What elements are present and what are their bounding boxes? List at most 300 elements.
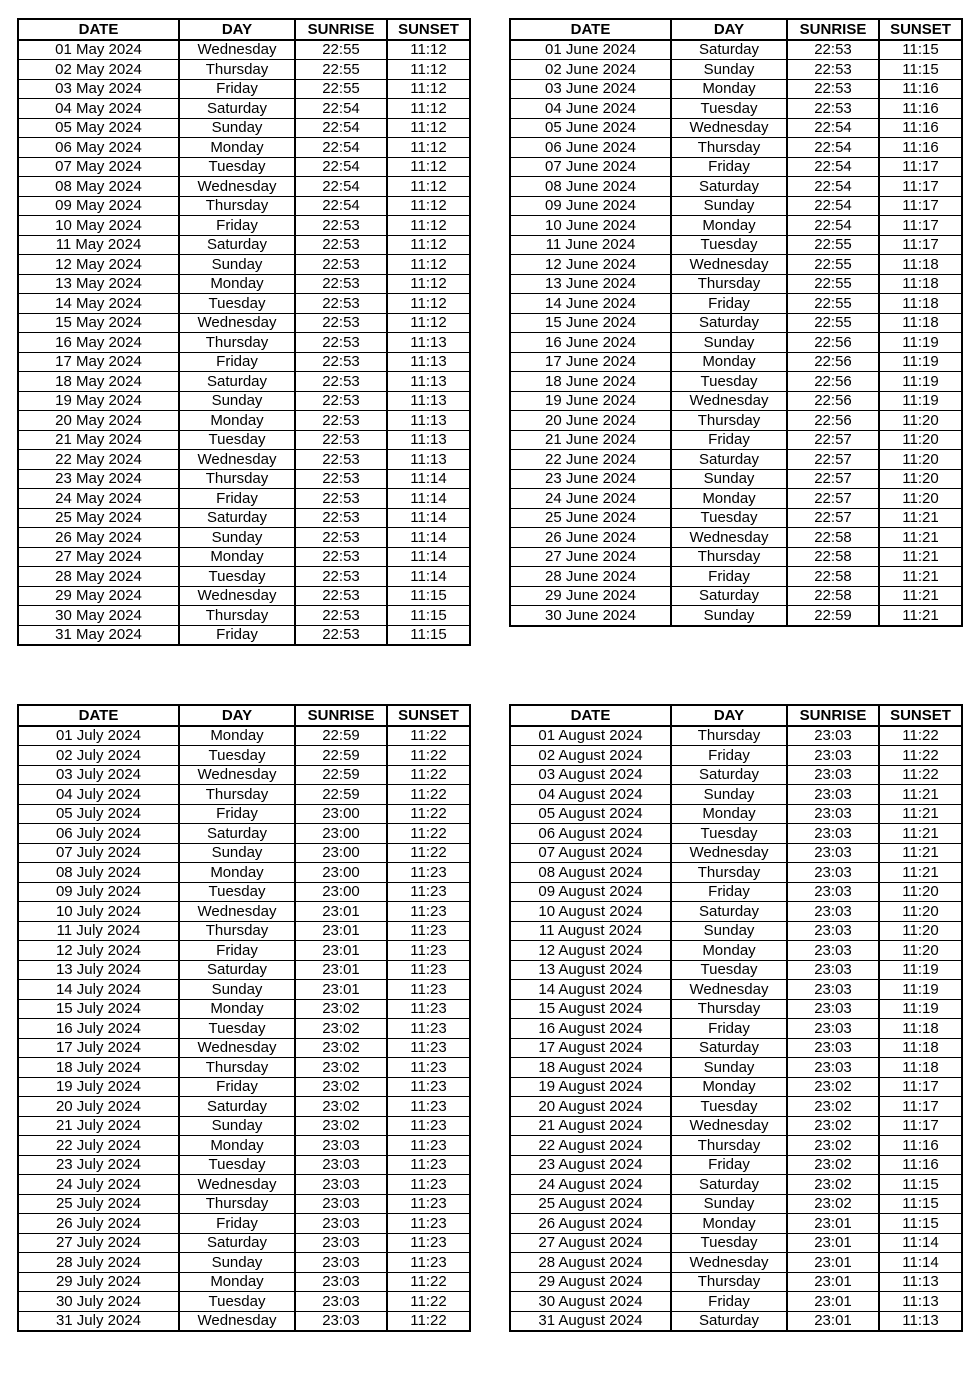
- header-day: DAY: [671, 19, 787, 40]
- sunrise-cell: 22:57: [787, 489, 879, 509]
- sunrise-cell: 22:58: [787, 586, 879, 606]
- day-cell: Thursday: [671, 411, 787, 431]
- sunset-cell: 11:23: [387, 941, 470, 961]
- day-cell: Tuesday: [671, 508, 787, 528]
- day-cell: Thursday: [179, 1194, 295, 1214]
- date-cell: 20 May 2024: [18, 411, 179, 431]
- date-cell: 20 August 2024: [510, 1097, 671, 1117]
- table-row: [510, 99, 962, 119]
- day-cell: Saturday: [671, 1175, 787, 1195]
- date-cell: 13 June 2024: [510, 274, 671, 294]
- sunrise-cell: 22:55: [787, 255, 879, 275]
- day-cell: Wednesday: [671, 528, 787, 548]
- sunset-cell: 11:17: [879, 157, 962, 177]
- sunrise-cell: 23:03: [295, 1214, 387, 1234]
- table-row: [510, 1175, 962, 1195]
- date-cell: 05 May 2024: [18, 118, 179, 138]
- table-row: [18, 99, 470, 119]
- header-row: [18, 19, 470, 40]
- date-cell: 02 August 2024: [510, 746, 671, 766]
- sunrise-cell: 22:53: [295, 391, 387, 411]
- date-cell: 24 June 2024: [510, 489, 671, 509]
- sunrise-cell: 22:57: [787, 430, 879, 450]
- date-cell: 19 August 2024: [510, 1077, 671, 1097]
- date-cell: 11 August 2024: [510, 921, 671, 941]
- day-cell: Thursday: [671, 863, 787, 883]
- date-cell: 22 June 2024: [510, 450, 671, 470]
- day-cell: Saturday: [179, 235, 295, 255]
- day-cell: Thursday: [671, 1136, 787, 1156]
- header-day: DAY: [179, 19, 295, 40]
- sunrise-cell: 23:03: [295, 1292, 387, 1312]
- day-cell: Monday: [671, 1077, 787, 1097]
- table-row: [510, 1214, 962, 1234]
- sunrise-cell: 22:53: [295, 411, 387, 431]
- day-cell: Wednesday: [179, 1311, 295, 1331]
- sunrise-cell: 23:03: [295, 1233, 387, 1253]
- header-date: DATE: [510, 705, 671, 726]
- date-cell: 09 June 2024: [510, 196, 671, 216]
- sunset-cell: 11:18: [879, 1038, 962, 1058]
- table-row: [510, 1058, 962, 1078]
- table-row: [510, 313, 962, 333]
- sunset-cell: 11:23: [387, 980, 470, 1000]
- table-row: [18, 882, 470, 902]
- table-row: [510, 1038, 962, 1058]
- date-cell: 25 July 2024: [18, 1194, 179, 1214]
- sunrise-cell: 22:53: [295, 508, 387, 528]
- sunrise-cell: 23:02: [295, 1019, 387, 1039]
- sunrise-cell: 23:00: [295, 824, 387, 844]
- day-cell: Friday: [179, 941, 295, 961]
- sunset-cell: 11:20: [879, 941, 962, 961]
- date-cell: 04 June 2024: [510, 99, 671, 119]
- date-cell: 28 August 2024: [510, 1253, 671, 1273]
- date-cell: 18 August 2024: [510, 1058, 671, 1078]
- sunset-cell: 11:22: [387, 746, 470, 766]
- sunrise-cell: 22:56: [787, 372, 879, 392]
- sunset-cell: 11:12: [387, 118, 470, 138]
- sunset-cell: 11:17: [879, 177, 962, 197]
- sunrise-cell: 23:03: [787, 1058, 879, 1078]
- sunset-cell: 11:14: [387, 489, 470, 509]
- day-cell: Tuesday: [671, 99, 787, 119]
- table-row: [18, 489, 470, 509]
- day-cell: Tuesday: [179, 157, 295, 177]
- sunset-cell: 11:12: [387, 79, 470, 99]
- sunrise-cell: 23:03: [787, 960, 879, 980]
- sunrise-cell: 23:03: [787, 941, 879, 961]
- day-cell: Saturday: [671, 177, 787, 197]
- date-cell: 31 May 2024: [18, 625, 179, 645]
- sunrise-cell: 22:58: [787, 567, 879, 587]
- table-row: [18, 60, 470, 80]
- sunrise-cell: 23:01: [787, 1311, 879, 1331]
- sunset-cell: 11:22: [387, 843, 470, 863]
- table-row: [510, 960, 962, 980]
- table-row: [510, 118, 962, 138]
- day-cell: Sunday: [179, 843, 295, 863]
- day-cell: Sunday: [671, 785, 787, 805]
- sunset-cell: 11:18: [879, 274, 962, 294]
- date-cell: 28 July 2024: [18, 1253, 179, 1273]
- table-row: [18, 118, 470, 138]
- date-cell: 13 May 2024: [18, 274, 179, 294]
- sunrise-cell: 23:03: [295, 1175, 387, 1195]
- sunset-cell: 11:18: [879, 313, 962, 333]
- date-cell: 04 July 2024: [18, 785, 179, 805]
- sunset-cell: 11:16: [879, 79, 962, 99]
- date-cell: 29 June 2024: [510, 586, 671, 606]
- day-cell: Tuesday: [179, 567, 295, 587]
- day-cell: Wednesday: [179, 765, 295, 785]
- table-row: [510, 352, 962, 372]
- table-row: [510, 567, 962, 587]
- date-cell: 15 July 2024: [18, 999, 179, 1019]
- sunset-cell: 11:22: [387, 726, 470, 746]
- sunset-cell: 11:19: [879, 980, 962, 1000]
- header-day: DAY: [179, 705, 295, 726]
- table-row: [18, 1038, 470, 1058]
- sunrise-cell: 22:57: [787, 508, 879, 528]
- day-cell: Saturday: [179, 99, 295, 119]
- sunset-cell: 11:20: [879, 450, 962, 470]
- sunset-cell: 11:14: [387, 547, 470, 567]
- table-row: [18, 216, 470, 236]
- table-row: [18, 547, 470, 567]
- table-row: [18, 294, 470, 314]
- sunrise-cell: 22:53: [295, 372, 387, 392]
- date-cell: 01 August 2024: [510, 726, 671, 746]
- sunrise-cell: 23:03: [295, 1136, 387, 1156]
- sunset-cell: 11:15: [387, 586, 470, 606]
- header-sunrise: SUNRISE: [295, 19, 387, 40]
- day-cell: Thursday: [671, 726, 787, 746]
- day-cell: Monday: [671, 941, 787, 961]
- sunset-cell: 11:15: [387, 606, 470, 626]
- day-cell: Sunday: [671, 333, 787, 353]
- sunrise-cell: 22:54: [295, 138, 387, 158]
- table-row: [18, 567, 470, 587]
- date-cell: 25 May 2024: [18, 508, 179, 528]
- day-cell: Friday: [179, 1077, 295, 1097]
- sunset-cell: 11:18: [879, 294, 962, 314]
- sunrise-cell: 23:01: [787, 1253, 879, 1273]
- sunset-cell: 11:23: [387, 863, 470, 883]
- date-cell: 18 June 2024: [510, 372, 671, 392]
- sunset-cell: 11:19: [879, 999, 962, 1019]
- date-cell: 11 May 2024: [18, 235, 179, 255]
- date-cell: 28 May 2024: [18, 567, 179, 587]
- table-row: [510, 508, 962, 528]
- table-row: [18, 1272, 470, 1292]
- sunset-cell: 11:13: [387, 430, 470, 450]
- date-cell: 22 July 2024: [18, 1136, 179, 1156]
- date-cell: 10 May 2024: [18, 216, 179, 236]
- table-row: [18, 1019, 470, 1039]
- sunset-cell: 11:12: [387, 235, 470, 255]
- sunrise-cell: 23:01: [295, 941, 387, 961]
- sunset-cell: 11:20: [879, 921, 962, 941]
- table-row: [510, 1077, 962, 1097]
- sunset-cell: 11:15: [879, 1214, 962, 1234]
- table-row: [18, 785, 470, 805]
- day-cell: Friday: [671, 294, 787, 314]
- date-cell: 19 June 2024: [510, 391, 671, 411]
- sunrise-cell: 22:53: [295, 333, 387, 353]
- day-cell: Friday: [179, 625, 295, 645]
- date-cell: 22 August 2024: [510, 1136, 671, 1156]
- sunset-cell: 11:14: [387, 508, 470, 528]
- sunset-cell: 11:23: [387, 902, 470, 922]
- sunrise-cell: 23:03: [787, 863, 879, 883]
- day-cell: Thursday: [671, 138, 787, 158]
- day-cell: Monday: [179, 1272, 295, 1292]
- table-row: [510, 430, 962, 450]
- sunrise-cell: 23:00: [295, 882, 387, 902]
- sunrise-cell: 22:59: [295, 785, 387, 805]
- sunset-cell: 11:12: [387, 294, 470, 314]
- table-row: [510, 60, 962, 80]
- day-cell: Monday: [671, 489, 787, 509]
- sunrise-cell: 22:54: [295, 118, 387, 138]
- sunset-cell: 11:13: [387, 352, 470, 372]
- day-cell: Friday: [179, 352, 295, 372]
- header-date: DATE: [510, 19, 671, 40]
- table-row: [510, 528, 962, 548]
- sunset-cell: 11:12: [387, 157, 470, 177]
- sunset-cell: 11:14: [387, 528, 470, 548]
- day-cell: Tuesday: [671, 960, 787, 980]
- table-row: [510, 372, 962, 392]
- sunrise-cell: 23:03: [295, 1311, 387, 1331]
- table-row: [510, 1019, 962, 1039]
- sunset-cell: 11:17: [879, 1116, 962, 1136]
- day-cell: Tuesday: [671, 1097, 787, 1117]
- sunrise-cell: 23:00: [295, 843, 387, 863]
- day-cell: Saturday: [671, 40, 787, 60]
- table-row: [18, 177, 470, 197]
- sunset-cell: 11:13: [387, 391, 470, 411]
- sunset-cell: 11:12: [387, 99, 470, 119]
- day-cell: Sunday: [179, 528, 295, 548]
- sunset-cell: 11:13: [387, 372, 470, 392]
- sunset-cell: 11:23: [387, 1116, 470, 1136]
- sunrise-cell: 23:03: [787, 902, 879, 922]
- sunset-cell: 11:22: [387, 765, 470, 785]
- sunset-cell: 11:17: [879, 1097, 962, 1117]
- date-cell: 03 June 2024: [510, 79, 671, 99]
- table-row: [18, 333, 470, 353]
- sunset-cell: 11:15: [879, 40, 962, 60]
- day-cell: Friday: [671, 1292, 787, 1312]
- day-cell: Friday: [671, 157, 787, 177]
- day-cell: Sunday: [179, 1116, 295, 1136]
- sunrise-cell: 22:53: [295, 216, 387, 236]
- date-cell: 02 July 2024: [18, 746, 179, 766]
- date-cell: 24 May 2024: [18, 489, 179, 509]
- sunset-cell: 11:12: [387, 177, 470, 197]
- table-row: [18, 902, 470, 922]
- sunset-cell: 11:20: [879, 882, 962, 902]
- table-row: [18, 1292, 470, 1312]
- sunrise-cell: 22:54: [787, 196, 879, 216]
- sunset-cell: 11:21: [879, 824, 962, 844]
- day-cell: Tuesday: [179, 1019, 295, 1039]
- date-cell: 12 August 2024: [510, 941, 671, 961]
- sunset-cell: 11:15: [387, 625, 470, 645]
- sunrise-cell: 22:57: [787, 450, 879, 470]
- day-cell: Thursday: [179, 60, 295, 80]
- sunrise-cell: 22:53: [295, 606, 387, 626]
- date-cell: 13 July 2024: [18, 960, 179, 980]
- date-cell: 06 May 2024: [18, 138, 179, 158]
- sunset-cell: 11:15: [879, 1175, 962, 1195]
- sunrise-cell: 23:01: [295, 960, 387, 980]
- date-cell: 13 August 2024: [510, 960, 671, 980]
- sunrise-cell: 22:55: [295, 60, 387, 80]
- sunrise-cell: 23:03: [295, 1155, 387, 1175]
- day-cell: Saturday: [671, 902, 787, 922]
- sunset-cell: 11:18: [879, 1019, 962, 1039]
- sunrise-cell: 22:55: [787, 274, 879, 294]
- sunset-cell: 11:23: [387, 999, 470, 1019]
- sunset-cell: 11:12: [387, 255, 470, 275]
- table-row: [510, 255, 962, 275]
- day-cell: Saturday: [179, 1097, 295, 1117]
- sunset-cell: 11:17: [879, 1077, 962, 1097]
- sunrise-cell: 23:03: [787, 1019, 879, 1039]
- sunrise-cell: 22:59: [295, 746, 387, 766]
- sunrise-cell: 22:53: [295, 586, 387, 606]
- day-cell: Saturday: [671, 450, 787, 470]
- table-row: [510, 1253, 962, 1273]
- sunrise-cell: 23:03: [787, 726, 879, 746]
- sunset-cell: 11:20: [879, 411, 962, 431]
- sunset-cell: 11:12: [387, 274, 470, 294]
- header-sunset: SUNSET: [387, 705, 470, 726]
- sunrise-cell: 23:01: [295, 980, 387, 1000]
- sunset-cell: 11:23: [387, 882, 470, 902]
- sunset-cell: 11:19: [879, 391, 962, 411]
- sunset-cell: 11:21: [879, 804, 962, 824]
- day-cell: Saturday: [179, 508, 295, 528]
- sunset-cell: 11:17: [879, 235, 962, 255]
- table-row: [510, 902, 962, 922]
- date-cell: 06 July 2024: [18, 824, 179, 844]
- sunset-cell: 11:21: [879, 606, 962, 626]
- day-cell: Wednesday: [179, 177, 295, 197]
- day-cell: Thursday: [179, 1058, 295, 1078]
- table-row: [18, 625, 470, 645]
- day-cell: Wednesday: [179, 1038, 295, 1058]
- day-cell: Wednesday: [179, 40, 295, 60]
- sunset-cell: 11:13: [879, 1272, 962, 1292]
- header-row: [510, 705, 962, 726]
- table-row: [18, 606, 470, 626]
- sunrise-cell: 23:03: [787, 921, 879, 941]
- sunrise-cell: 23:02: [787, 1097, 879, 1117]
- sunrise-cell: 23:03: [787, 882, 879, 902]
- table-row: [18, 391, 470, 411]
- table-row: [18, 450, 470, 470]
- date-cell: 07 August 2024: [510, 843, 671, 863]
- sunrise-cell: 22:53: [295, 547, 387, 567]
- date-cell: 23 July 2024: [18, 1155, 179, 1175]
- table-row: [510, 138, 962, 158]
- day-cell: Saturday: [671, 765, 787, 785]
- header-date: DATE: [18, 705, 179, 726]
- header-sunset: SUNSET: [387, 19, 470, 40]
- sunrise-cell: 22:56: [787, 411, 879, 431]
- sunrise-cell: 23:03: [787, 804, 879, 824]
- day-cell: Wednesday: [671, 255, 787, 275]
- sunset-cell: 11:23: [387, 1155, 470, 1175]
- day-cell: Monday: [671, 352, 787, 372]
- sunrise-cell: 22:53: [295, 294, 387, 314]
- header-row: [18, 705, 470, 726]
- date-cell: 29 May 2024: [18, 586, 179, 606]
- day-cell: Friday: [671, 430, 787, 450]
- date-cell: 09 May 2024: [18, 196, 179, 216]
- sunset-cell: 11:22: [387, 1292, 470, 1312]
- table-row: [510, 1194, 962, 1214]
- sunrise-cell: 22:53: [787, 79, 879, 99]
- table-row: [510, 391, 962, 411]
- table-row: [18, 765, 470, 785]
- sunset-cell: 11:12: [387, 40, 470, 60]
- sunset-cell: 11:22: [387, 1311, 470, 1331]
- table-row: [18, 235, 470, 255]
- table-row: [510, 586, 962, 606]
- day-cell: Thursday: [179, 333, 295, 353]
- table-row: [18, 157, 470, 177]
- sunrise-cell: 22:59: [295, 765, 387, 785]
- date-cell: 14 August 2024: [510, 980, 671, 1000]
- table-row: [510, 489, 962, 509]
- date-cell: 18 July 2024: [18, 1058, 179, 1078]
- table-row: [18, 980, 470, 1000]
- sunset-cell: 11:21: [879, 547, 962, 567]
- day-cell: Monday: [671, 804, 787, 824]
- date-cell: 14 May 2024: [18, 294, 179, 314]
- table-row: [18, 1194, 470, 1214]
- sunrise-cell: 22:55: [787, 235, 879, 255]
- date-cell: 16 June 2024: [510, 333, 671, 353]
- date-cell: 27 June 2024: [510, 547, 671, 567]
- table-row: [18, 1214, 470, 1234]
- sunrise-cell: 23:03: [787, 824, 879, 844]
- sunset-cell: 11:19: [879, 372, 962, 392]
- date-cell: 23 August 2024: [510, 1155, 671, 1175]
- sunrise-cell: 23:02: [295, 1077, 387, 1097]
- header-row: [510, 19, 962, 40]
- sunrise-cell: 22:58: [787, 528, 879, 548]
- table-row: [18, 528, 470, 548]
- table-row: [18, 921, 470, 941]
- table-row: [18, 586, 470, 606]
- sunrise-cell: 23:03: [787, 999, 879, 1019]
- sunrise-cell: 22:56: [787, 333, 879, 353]
- sunset-cell: 11:21: [879, 528, 962, 548]
- sunrise-cell: 23:01: [787, 1214, 879, 1234]
- day-cell: Friday: [179, 804, 295, 824]
- day-cell: Sunday: [671, 60, 787, 80]
- table-row: [18, 430, 470, 450]
- date-cell: 16 August 2024: [510, 1019, 671, 1039]
- date-cell: 27 August 2024: [510, 1233, 671, 1253]
- date-cell: 07 July 2024: [18, 843, 179, 863]
